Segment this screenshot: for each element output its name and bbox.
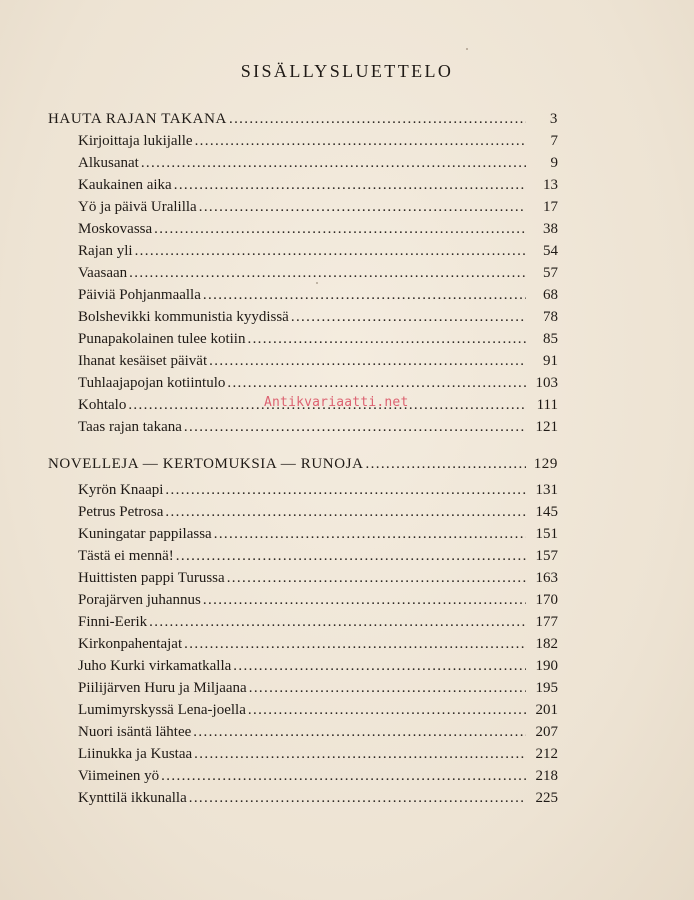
toc-page-number: 190 xyxy=(535,658,558,674)
toc-entry-label: Alkusanat xyxy=(78,155,139,171)
toc-leader-dots xyxy=(199,196,526,218)
toc-entry xyxy=(78,479,558,501)
toc-entry xyxy=(78,284,558,306)
toc-entry xyxy=(78,545,558,567)
toc-leader-dots xyxy=(135,240,526,262)
toc-page-number: 121 xyxy=(535,419,558,435)
toc-page-number: 3 xyxy=(549,111,558,127)
toc-page-number: 182 xyxy=(535,636,558,652)
toc-leader-dots xyxy=(174,174,526,196)
paper-speck xyxy=(466,48,468,50)
toc-leader-dots xyxy=(249,677,526,699)
toc-entry xyxy=(78,306,558,328)
toc-entry xyxy=(78,743,558,765)
toc-page-number: 145 xyxy=(535,504,558,520)
toc-leader-dots xyxy=(141,152,526,174)
toc-entry xyxy=(78,567,558,589)
toc-leader-dots xyxy=(248,699,526,721)
watermark-text: Antikvariaatti.net xyxy=(264,395,409,410)
toc-leader-dots xyxy=(195,130,526,152)
toc-leader-dots xyxy=(194,743,526,765)
toc-entry xyxy=(78,677,558,699)
toc-entry-label: Kirjoittaja lukijalle xyxy=(78,133,193,149)
toc-page-number: 91 xyxy=(543,353,558,369)
toc-entry xyxy=(78,501,558,523)
toc-entry-label: Bolshevikki kommunistia kyydissä xyxy=(78,309,289,325)
toc-entry-label: Petrus Petrosa xyxy=(78,504,164,520)
page-title: SISÄLLYSLUETTELO xyxy=(240,61,454,81)
toc-leader-dots xyxy=(247,328,526,350)
toc-entry-label: Huittisten pappi Turussa xyxy=(78,570,225,586)
toc-page-number: 218 xyxy=(535,768,558,784)
toc-entry-label: Lumimyrskyssä Lena-joella xyxy=(78,702,246,718)
toc-entry-label: Viimeinen yö xyxy=(78,768,160,784)
toc-entry xyxy=(78,589,558,611)
toc-leader-dots xyxy=(233,655,526,677)
toc-leader-dots xyxy=(165,479,526,501)
toc-page-number: 17 xyxy=(543,199,558,215)
toc-entry-label: Finni-Eerik xyxy=(78,614,148,630)
toc-entry xyxy=(78,152,558,174)
toc-page-number: 54 xyxy=(543,243,558,259)
toc-leader-dots xyxy=(227,372,526,394)
toc-page-number: 103 xyxy=(535,375,558,391)
toc-entry-label: Kynttilä ikkunalla xyxy=(78,790,187,806)
toc-entry xyxy=(78,655,558,677)
toc-entry xyxy=(78,240,558,262)
toc-leader-dots xyxy=(366,453,526,475)
toc-entry xyxy=(78,416,558,438)
toc-entry-label: Ihanat kesäiset päivät xyxy=(78,353,208,369)
toc-entry-label: Kyrön Knaapi xyxy=(78,482,164,498)
toc-page-number: 38 xyxy=(543,221,558,237)
toc-leader-dots xyxy=(184,416,526,438)
toc-entry xyxy=(78,523,558,545)
toc-page-number: 68 xyxy=(543,287,558,303)
toc-entry-label: Kirkonpahentajat xyxy=(78,636,183,652)
toc-section-label: NOVELLEJA — KERTOMUKSIA — RUNOJA xyxy=(48,456,364,472)
toc-page-number: 7 xyxy=(550,133,558,149)
toc-section-heading xyxy=(48,108,558,130)
toc-leader-dots xyxy=(165,501,526,523)
toc-page-number: 225 xyxy=(535,790,558,806)
toc-entry-label: Punapakolainen tulee kotiin xyxy=(78,331,246,347)
toc-entry-label: Kaukainen aika xyxy=(78,177,172,193)
toc-page-number: 78 xyxy=(543,309,558,325)
toc-entry xyxy=(78,196,558,218)
toc-page-number: 57 xyxy=(543,265,558,281)
toc-entry xyxy=(78,130,558,152)
toc-leader-dots xyxy=(184,633,526,655)
toc-entry-label: Kuningatar pappilassa xyxy=(78,526,212,542)
toc-entry xyxy=(78,699,558,721)
toc-page-number: 201 xyxy=(535,702,558,718)
toc-page-number: 212 xyxy=(535,746,558,762)
toc-leader-dots xyxy=(291,306,526,328)
toc-leader-dots xyxy=(129,262,526,284)
toc-page-number: 207 xyxy=(535,724,558,740)
toc-leader-dots xyxy=(214,523,526,545)
toc-leader-dots xyxy=(176,545,526,567)
toc-leader-dots xyxy=(203,589,526,611)
toc-entry xyxy=(78,174,558,196)
toc-entry xyxy=(78,262,558,284)
toc-entry-label: Moskovassa xyxy=(78,221,153,237)
toc-leader-dots xyxy=(154,218,526,240)
toc-section-heading xyxy=(48,453,558,475)
toc-entry-label: Tuhlaajapojan kotiintulo xyxy=(78,375,226,391)
toc-page-number: 111 xyxy=(536,397,558,413)
toc-entry xyxy=(78,765,558,787)
toc-page-number: 85 xyxy=(543,331,558,347)
toc-leader-dots xyxy=(189,787,526,809)
toc-entry-label: Kohtalo xyxy=(78,397,127,413)
toc-page-number: 157 xyxy=(535,548,558,564)
toc-leader-dots xyxy=(149,611,526,633)
toc-page-number: 163 xyxy=(535,570,558,586)
toc-entry-label: Yö ja päivä Uralilla xyxy=(78,199,197,215)
toc-entry-label: Nuori isäntä lähtee xyxy=(78,724,192,740)
toc-entry-label: Taas rajan takana xyxy=(78,419,182,435)
toc-leader-dots xyxy=(161,765,526,787)
toc-leader-dots xyxy=(193,721,526,743)
toc-entry-label: Liinukka ja Kustaa xyxy=(78,746,193,762)
toc-page-number: 129 xyxy=(533,456,558,472)
toc-entry-label: Piilijärven Huru ja Miljaana xyxy=(78,680,247,696)
toc-leader-dots xyxy=(209,350,526,372)
toc-page-number: 151 xyxy=(535,526,558,542)
paper-speck xyxy=(316,282,318,284)
toc-page-number: 195 xyxy=(535,680,558,696)
toc-entry xyxy=(78,787,558,809)
toc-entry-label: Juho Kurki virkamatkalla xyxy=(78,658,232,674)
toc-leader-dots xyxy=(203,284,526,306)
toc-entry xyxy=(78,611,558,633)
toc-entry xyxy=(78,721,558,743)
toc-page-number: 131 xyxy=(535,482,558,498)
toc-entry xyxy=(78,328,558,350)
toc-entry-label: Rajan yli xyxy=(78,243,133,259)
toc-leader-dots xyxy=(229,108,526,130)
toc-entry-label: Päiviä Pohjanmaalla xyxy=(78,287,201,303)
toc-entry xyxy=(78,350,558,372)
toc-page-number: 9 xyxy=(550,155,558,171)
toc-entry-label: Vaasaan xyxy=(78,265,128,281)
toc-page-number: 177 xyxy=(535,614,558,630)
toc-page-number: 13 xyxy=(543,177,558,193)
toc-leader-dots xyxy=(227,567,526,589)
toc-section-label: HAUTA RAJAN TAKANA xyxy=(48,111,227,127)
toc-entry-label: Porajärven juhannus xyxy=(78,592,201,608)
toc-entry xyxy=(78,372,558,394)
toc-entry-label: Tästä ei mennä! xyxy=(78,548,174,564)
toc-entry xyxy=(78,633,558,655)
toc-entry xyxy=(78,218,558,240)
toc-page-number: 170 xyxy=(535,592,558,608)
